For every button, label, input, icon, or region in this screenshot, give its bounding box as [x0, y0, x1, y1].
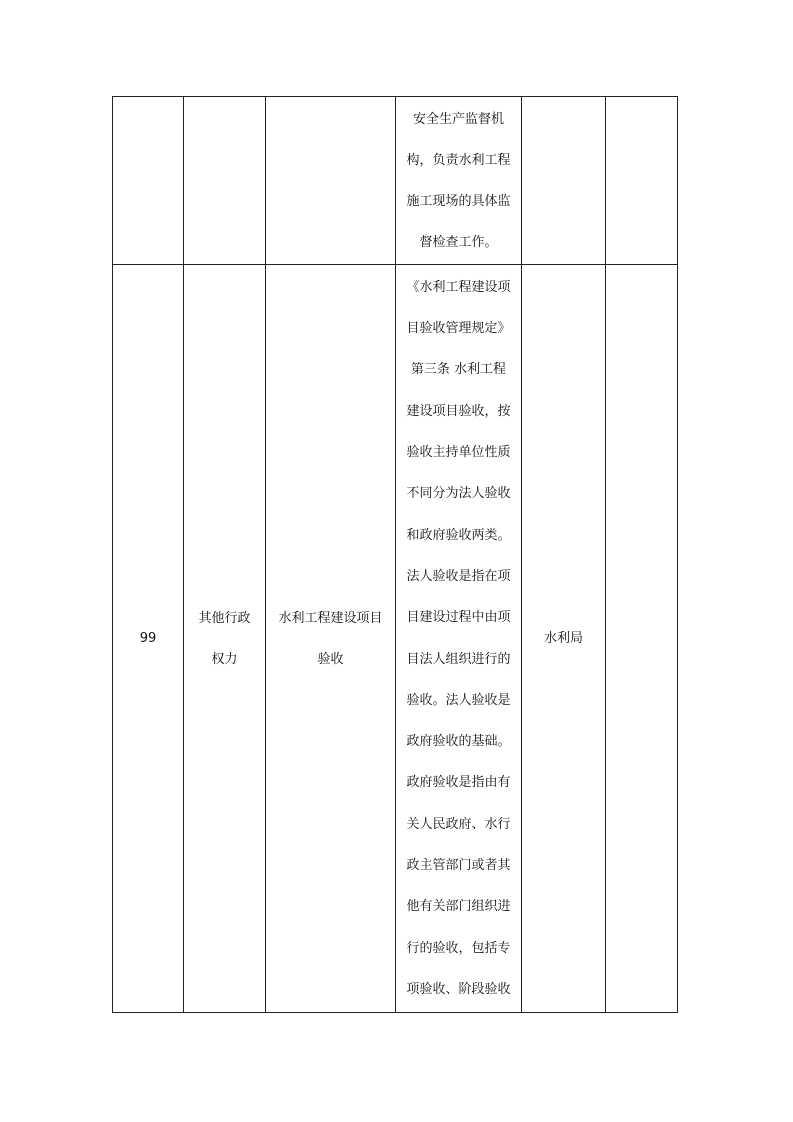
cell-number: 99	[113, 265, 184, 1013]
cell-number	[113, 97, 184, 265]
cell-department: 水利局	[522, 265, 606, 1013]
basis-line: 施工现场的具体监	[406, 193, 511, 209]
basis-line: 建设项目验收，按	[406, 403, 511, 419]
basis-line: 目法人组织进行的	[406, 651, 511, 667]
basis-line: 安全生产监督机	[412, 111, 504, 127]
basis-line: 验收主持单位性质	[406, 445, 511, 461]
table-row-99	[113, 265, 678, 1013]
cell-department	[522, 97, 606, 265]
cell-basis	[396, 265, 522, 1013]
basis-line: 政府验收是指由有	[406, 775, 511, 791]
basis-line: 关人民政府、水行	[406, 816, 511, 832]
cell-item-name	[266, 97, 396, 265]
basis-line: 不同分为法人验收	[406, 486, 511, 502]
cell-basis	[396, 97, 522, 265]
basis-line: 验收。法人验收是	[406, 692, 511, 708]
category-line: 其他行政	[198, 610, 251, 626]
basis-line: 第三条 水利工程	[410, 362, 507, 378]
basis-line: 和政府验收两类。	[406, 527, 511, 543]
basis-line: 目建设过程中由项	[406, 610, 511, 626]
basis-line: 法人验收是指在项	[406, 568, 511, 584]
cell-item-name	[266, 265, 396, 1013]
table-row-continued	[113, 97, 678, 265]
basis-line: 督检查工作。	[419, 234, 498, 250]
item-name-line: 验收	[317, 651, 344, 667]
basis-line: 政府验收的基础。	[406, 734, 511, 750]
cell-note	[606, 265, 678, 1013]
authority-list-table	[112, 96, 678, 1013]
cell-category	[184, 265, 266, 1013]
basis-line: 《水利工程建设项	[406, 279, 511, 295]
basis-line: 政主管部门或者其	[406, 857, 511, 873]
item-name-line: 水利工程建设项目	[278, 610, 383, 626]
basis-line: 目验收管理规定》	[406, 321, 511, 337]
cell-note	[606, 97, 678, 265]
cell-category	[184, 97, 266, 265]
basis-line: 行的验收，包括专	[406, 940, 511, 956]
basis-line: 项验收、阶段验收	[406, 981, 511, 997]
basis-line: 他有关部门组织进	[406, 899, 511, 915]
category-line: 权力	[211, 651, 238, 667]
basis-line: 构，负责水利工程	[406, 152, 511, 168]
